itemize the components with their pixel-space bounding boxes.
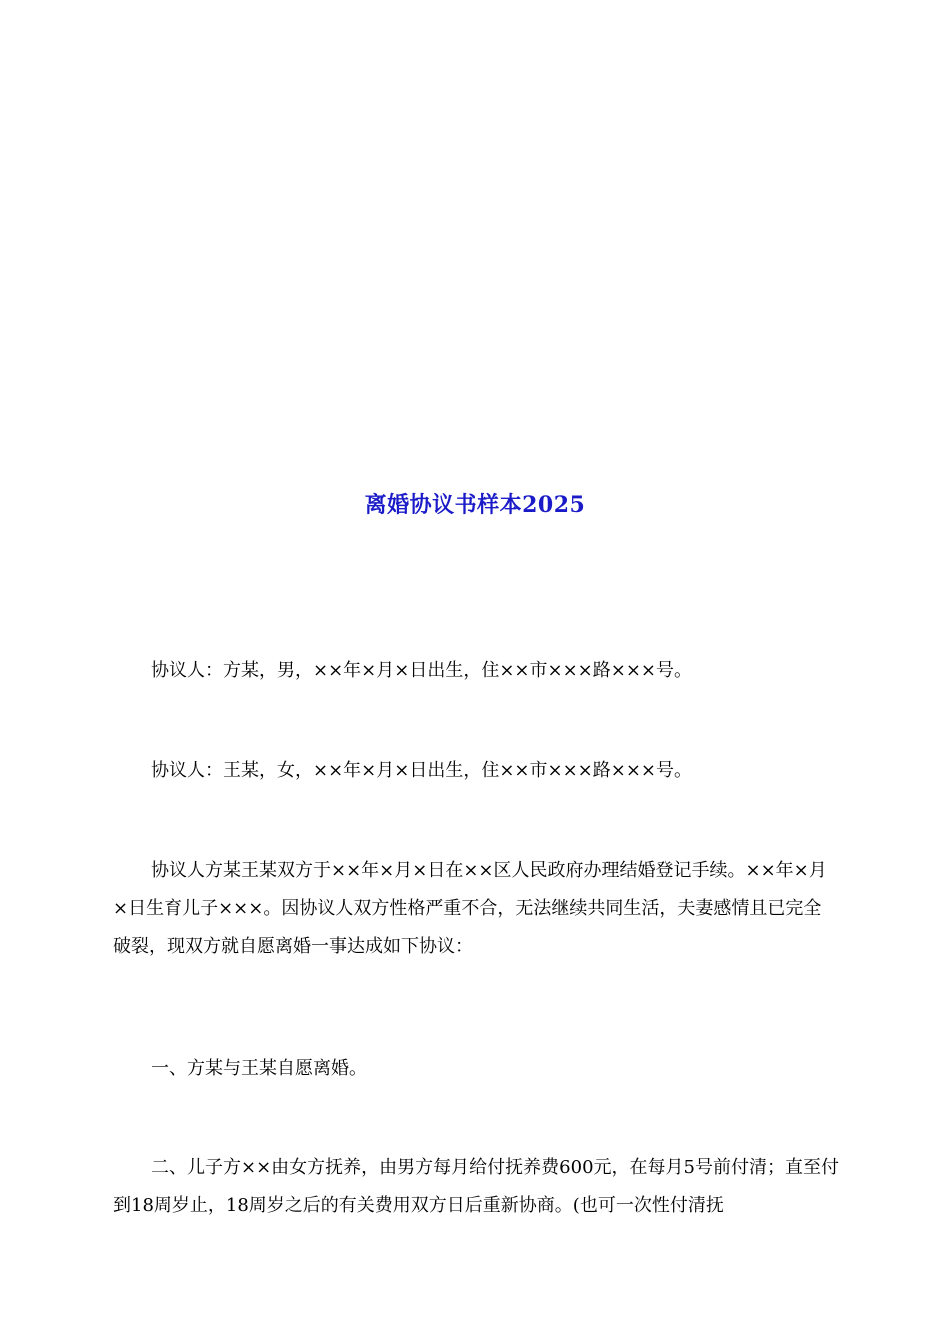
party-two-paragraph: 协议人：王某，女，××年×月×日出生，住××市×××路×××号。 xyxy=(151,760,692,781)
clause-one-paragraph: 一、方某与王某自愿离婚。 xyxy=(151,1058,367,1079)
document-title: 离婚协议书样本2025 xyxy=(364,492,586,518)
party-one-paragraph: 协议人：方某，男，××年×月×日出生，住××市×××路×××号。 xyxy=(151,660,692,681)
clause-two-paragraph: 二、儿子方××由女方抚养，由男方每月给付抚养费600元，在每月5号前付清；直至付到18周岁止，18周岁之后的有关费用双方日后重新协商。(也可一次性付清抚 xyxy=(113,1157,839,1216)
marriage-background-paragraph: 协议人方某王某双方于××年×月×日在××区人民政府办理结婚登记手续。××年×月×日生育儿子×××。因协议人双方性格严重不合，无法继续共同生活，夫妻感情且已完全破裂，现双方就自愿离婚一事达成如下协议： xyxy=(113,860,827,957)
